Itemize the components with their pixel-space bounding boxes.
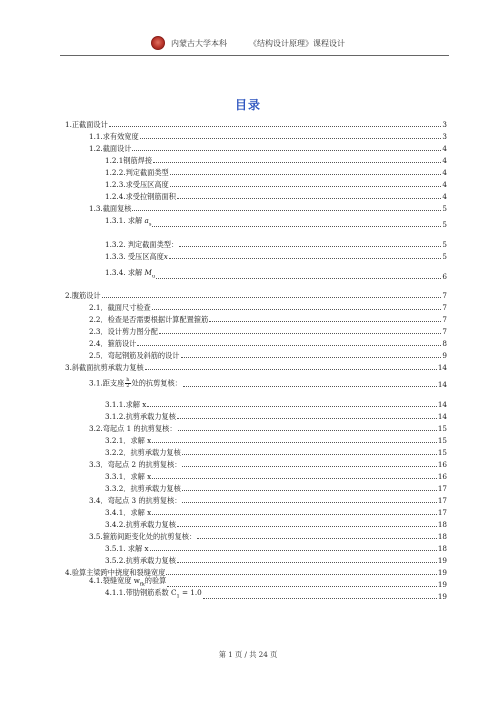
toc-entry-page: 18 — [437, 544, 447, 553]
toc-entry-label: 3.4.1．求解 x — [105, 508, 152, 517]
toc-entry-page: 17 — [437, 484, 447, 493]
dot-leader — [182, 466, 436, 467]
dot-leader — [182, 502, 436, 503]
toc-entry[interactable] — [89, 531, 447, 541]
toc-entry[interactable] — [105, 587, 447, 601]
dot-leader — [167, 586, 436, 587]
toc-entry-page: 8 — [442, 339, 447, 348]
toc-entry-label: 1.2.1钢筋焊接 — [105, 156, 153, 165]
dot-leader — [197, 538, 437, 539]
toc-entry-label: 3.5.2.抗剪承载力复核 — [105, 556, 176, 565]
toc-entry[interactable] — [89, 203, 447, 213]
dot-leader — [109, 126, 442, 127]
toc-entry[interactable] — [105, 543, 447, 553]
toc-entry[interactable] — [105, 483, 447, 493]
dot-leader — [145, 369, 437, 370]
toc-entry[interactable] — [105, 155, 447, 165]
fraction-h-over-2: $\frac{h}{2}$ — [126, 377, 130, 389]
toc-entry[interactable] — [65, 119, 447, 129]
toc-entry-label: 1.2.2.判定截面类型 — [105, 168, 169, 177]
dot-leader — [178, 430, 437, 431]
dot-leader — [147, 406, 437, 407]
toc-entry-page: 15 — [437, 436, 447, 445]
toc-entry-page: 14 — [437, 380, 447, 389]
toc-entry[interactable] — [105, 267, 447, 281]
dot-leader — [177, 526, 437, 527]
toc-entry-page: 4 — [442, 144, 447, 153]
toc-entry-label: 3.4．弯起点 3 的抗剪复核： — [89, 496, 182, 505]
dot-leader — [182, 454, 437, 455]
toc-entry-page: 9 — [442, 351, 447, 360]
toc-entry-label: 2.5．弯起钢筋及斜筋的设计 — [89, 351, 180, 360]
toc-entry-label: 3.3.1．求解 x — [105, 472, 152, 481]
toc-entry[interactable] — [89, 302, 447, 312]
toc-entry-page: 16 — [437, 472, 447, 481]
toc-entry[interactable] — [65, 290, 447, 300]
toc-entry-page: 4 — [442, 168, 447, 177]
toc-entry[interactable] — [105, 555, 447, 565]
dot-leader — [150, 550, 437, 551]
math-subscript: fk — [139, 581, 145, 587]
toc-entry-label: 1.2.截面设计 — [89, 144, 132, 153]
toc-entry-label: 1.3.2. 判定截面类型： — [105, 240, 179, 249]
dot-leader — [177, 198, 442, 199]
dot-leader — [177, 562, 437, 563]
header-university: 内蒙古大学本科 — [171, 38, 227, 48]
university-seal-icon — [151, 36, 165, 50]
page-header — [60, 33, 436, 53]
toc-entry-label: 3.3.2．抗剪承载力复核 — [105, 484, 181, 493]
header-course: 《结构设计原理》课程设计 — [249, 38, 345, 48]
toc-entry-label: 1.1.求有效宽度 — [89, 132, 139, 141]
toc-entry[interactable] — [89, 326, 447, 336]
toc-entry[interactable] — [89, 131, 447, 141]
toc-entry[interactable] — [105, 239, 447, 249]
toc-entry-label: 3.2.1．求解 x — [105, 436, 152, 445]
toc-entry-page: 19 — [437, 568, 447, 577]
toc-entry-page: 19 — [437, 592, 447, 601]
toc-entry-page: 4 — [442, 180, 447, 189]
toc-entry-page: 5 — [442, 204, 447, 213]
dot-leader — [156, 278, 441, 279]
toc-entry-page: 14 — [437, 400, 447, 409]
dot-leader — [179, 246, 441, 247]
toc-entry[interactable] — [105, 399, 447, 409]
toc-entry-page: 19 — [437, 580, 447, 589]
math-subscript: 1 — [176, 593, 180, 599]
toc-entry-label: 1.正截面设计 — [65, 120, 108, 129]
toc-entry[interactable] — [89, 379, 447, 389]
toc-entry-label: 1.3.1. 求解 $a_s$ — [105, 215, 152, 227]
toc-entry-label: 3.1.1.求解 x — [105, 400, 147, 409]
math-symbol: a — [144, 215, 149, 225]
toc-entry-label: 4.1.1.带肋钢筋系数 $C_1 = 1.0$ — [105, 587, 202, 599]
toc-entry-page: 3 — [442, 132, 447, 141]
dot-leader — [140, 138, 442, 139]
toc-entry-page: 17 — [437, 496, 447, 505]
toc-entry-page: 5 — [442, 240, 447, 249]
toc-entry-page: 18 — [437, 520, 447, 529]
toc-entry-page: 7 — [442, 315, 447, 324]
dot-leader — [170, 174, 442, 175]
dot-leader — [132, 210, 441, 211]
dot-leader — [183, 386, 437, 387]
toc-entry-page: 16 — [437, 460, 447, 469]
toc-entry-page: 15 — [437, 424, 447, 433]
toc-entry[interactable] — [105, 411, 447, 421]
toc-entry-page: 7 — [442, 291, 447, 300]
toc-entry-label: 1.3.4. 求解 $M_u$ — [105, 267, 156, 279]
toc-entry-label: 3.2.2．抗剪承载力复核 — [105, 448, 181, 457]
toc-entry-page: 14 — [437, 363, 447, 372]
toc-entry-page: 17 — [437, 508, 447, 517]
toc-entry[interactable] — [105, 179, 447, 189]
toc-entry-label: 4.验算主梁跨中挠度和裂缝宽度 — [65, 568, 166, 577]
math-symbol: x — [163, 252, 168, 261]
toc-entry-label: 4.1.裂缝宽度 $w_{fk}$的验算 — [89, 575, 167, 587]
toc-entry-label: 3.1.2.抗剪承载力复核 — [105, 412, 176, 421]
toc-entry-label: 2.腹筋设计 — [65, 291, 101, 300]
toc-entry-page: 14 — [437, 412, 447, 421]
dot-leader — [159, 333, 441, 334]
math-subscript: s — [148, 221, 152, 227]
dot-leader — [203, 598, 437, 599]
toc-entry-label: 3.1.距支座 $\frac{h}{2}$ 处的抗剪复核： — [89, 377, 182, 389]
toc-entry-label: 2.3．设计剪力图分配 — [89, 327, 158, 336]
toc-entry-label: 3.3．弯起点 2 的抗剪复核： — [89, 460, 182, 469]
page-footer: 第 1 页 / 共 24 页 — [218, 650, 278, 659]
toc-entry[interactable] — [89, 143, 447, 153]
toc-entry-label: 3.4.2.抗剪承载力复核 — [105, 520, 176, 529]
toc-entry[interactable] — [105, 251, 447, 261]
header-divider — [60, 55, 449, 56]
toc-entry-label: 1.3.3. 受压区高度x — [105, 252, 168, 261]
dot-leader — [102, 297, 442, 298]
toc-entry-label: 1.2.4.求受拉钢筋面积 — [105, 192, 176, 201]
math-subscript: u — [151, 273, 156, 279]
toc-entry[interactable] — [105, 167, 447, 177]
toc-entry-label: 3.5.1. 求解 x — [105, 544, 149, 553]
toc-entry[interactable] — [105, 447, 447, 457]
toc-entry-page: 7 — [442, 303, 447, 312]
toc-entry-label: 2.1．截面尺寸检查 — [89, 303, 151, 312]
toc-entry[interactable] — [89, 314, 447, 324]
toc-entry-label: 1.2.3.求受压区高度 — [105, 180, 169, 189]
toc-entry-page: 5 — [442, 252, 447, 261]
toc-entry-page: 19 — [437, 556, 447, 565]
dot-leader — [152, 309, 442, 310]
toc-entry[interactable] — [65, 362, 447, 372]
toc-entry[interactable] — [105, 215, 447, 229]
toc-entry[interactable] — [105, 507, 447, 517]
toc-entry-page: 6 — [442, 272, 447, 281]
toc-entry[interactable] — [89, 423, 447, 433]
dot-leader — [177, 418, 437, 419]
dot-leader — [182, 490, 437, 491]
toc-entry-page: 4 — [442, 156, 447, 165]
toc-entry[interactable] — [89, 338, 447, 348]
toc-entry[interactable] — [105, 435, 447, 445]
toc-entry-label: 3.2.弯起点 1 的抗剪复核： — [89, 424, 177, 433]
dot-leader — [169, 258, 442, 259]
dot-leader — [137, 345, 441, 346]
dot-leader — [152, 226, 441, 227]
dot-leader — [170, 186, 442, 187]
toc-entry-label: 1.3.截面复核 — [89, 204, 132, 213]
toc-entry-page: 4 — [442, 192, 447, 201]
toc-entry-page: 18 — [437, 532, 447, 541]
toc-entry[interactable] — [89, 459, 447, 469]
toc-entry[interactable] — [105, 191, 447, 201]
toc-entry[interactable] — [105, 471, 447, 481]
toc-entry-label: 2.4．箍筋设计 — [89, 339, 137, 348]
dot-leader — [153, 162, 441, 163]
dot-leader — [181, 357, 442, 358]
toc-entry-label: 3.斜截面抗剪承载力复核 — [65, 363, 144, 372]
toc-entry-page: 3 — [442, 120, 447, 129]
dot-leader — [152, 442, 437, 443]
toc-entry[interactable] — [89, 350, 447, 360]
toc-entry-page: 5 — [442, 220, 447, 229]
dot-leader — [152, 514, 437, 515]
toc-entry-label: 2.2．检查是否需要根据计算配置箍筋 — [89, 315, 209, 324]
dot-leader — [209, 321, 441, 322]
toc-title: 目录 — [234, 98, 261, 112]
toc-entry-label: 3.5.箍筋间距变化处的抗剪复核： — [89, 532, 197, 541]
toc-entry-page: 15 — [437, 448, 447, 457]
dot-leader — [166, 574, 437, 575]
toc-entry-page: 7 — [442, 327, 447, 336]
toc-entry[interactable] — [105, 519, 447, 529]
toc-entry[interactable] — [89, 495, 447, 505]
math-symbol: M — [144, 267, 152, 277]
dot-leader — [132, 150, 441, 151]
dot-leader — [152, 478, 437, 479]
